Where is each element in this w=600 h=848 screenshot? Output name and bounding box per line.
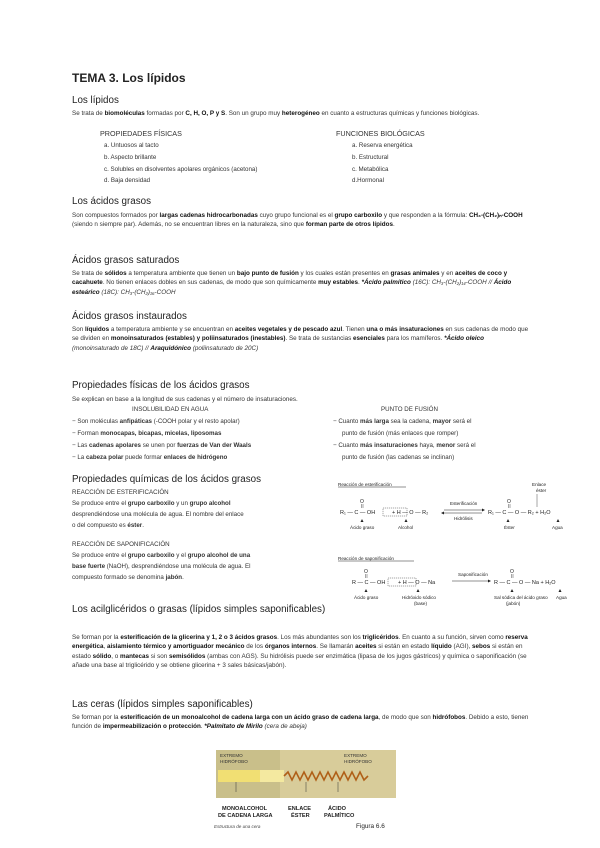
col-title-propiedades: PROPIEDADES FÍSICAS: [100, 129, 182, 138]
svg-text:R₁ — C — OH: R₁ — C — OH: [340, 510, 376, 516]
heading-acilgliceridos: Los acilglicéridos o grasas (lípidos simples saponificables): [72, 604, 326, 615]
fig-label-ester: éster: [536, 488, 547, 493]
svg-text:R₁ — C — O — R₂ + H₂O: R₁ — C — O — R₂ + H₂O: [488, 510, 551, 516]
fig-label: HIDRÓFOBO: [220, 759, 248, 764]
list-item: punto de fusión (más enlaces que romper): [342, 430, 459, 437]
fig-label: MONOALCOHOL: [222, 806, 268, 812]
text-line: compuesto formado se denomina jabón.: [72, 574, 184, 581]
wax-structure-diagram: [210, 748, 400, 844]
list-item: − Cuanto más insaturaciones haya, menor será el: [333, 442, 476, 449]
fig-label: DE CADENA LARGA: [218, 813, 273, 819]
fig-title: Reacción de saponificación: [338, 556, 394, 561]
fig-label: Sal sódica del ácido graso: [494, 595, 548, 600]
fig-label: EXTREMO: [344, 753, 367, 758]
fig-label: Alcohol: [398, 525, 414, 530]
list-item: − Son moléculas anfipáticas (-COOH polar y el resto apolar): [72, 418, 240, 425]
svg-text:+ H — O — Na: + H — O — Na: [398, 580, 436, 586]
heading-propiedades-quimicas: Propiedades químicas de los ácidos grasos: [72, 474, 261, 485]
heading-saturados: Ácidos grasos saturados: [72, 255, 180, 266]
list-item: − Forman monocapas, bicapas, micelas, liposomas: [72, 430, 222, 437]
list-item: a. Reserva energética: [352, 142, 413, 149]
fig-arrow-bottom: Hidrólisis: [454, 516, 473, 521]
list-item: − Las cadenas apolares se unen por fuerzas de Van der Waals: [72, 442, 252, 449]
fig-arrow-top: Esterificación: [450, 501, 478, 506]
heading-lipidos: Los lípidos: [72, 95, 119, 106]
col-title-funciones: FUNCIONES BIOLÓGICAS: [336, 129, 425, 138]
fig-number: Figura 6.6: [356, 823, 385, 830]
text-line: o del compuesto es éster.: [72, 522, 144, 529]
fig-label: (base): [414, 601, 428, 606]
heading-ceras: Las ceras (lípidos simples saponificables): [72, 699, 253, 710]
list-item: punto de fusión (las cadenas se inclinan): [342, 454, 455, 461]
paragraph-insaturados: Son líquidos a temperatura ambiente y se encuentran en aceites vegetales y de pescado azul. Tienen una o más insaturaciones en sus cadenas de modo que se dividen en monoinsaturados (estables) y poliinsaturados (inestables). Se trata de sustancias esenciales para los mamíferos. *Ácido oleico (monoinsaturado de 18C) // Araquidónico (poliinsaturado de 20C): [72, 326, 529, 352]
fig-label: (jabón): [506, 601, 521, 606]
fig-label: ÁCIDO: [328, 806, 347, 812]
fig-title: Reacción de esterificación: [338, 482, 392, 487]
fig-label: HIDRÓFOBO: [344, 759, 372, 764]
fig-label: Ácido graso: [354, 595, 379, 600]
fig-label: EXTREMO: [220, 753, 243, 758]
text-line: Se produce entre el grupo carboxilo y el grupo alcohol de una: [72, 552, 251, 559]
paragraph-lipidos: Se trata de biomoléculas formadas por C, H, O, P y S. Son un grupo muy heterogéneo en cuanto a estructuras químicas y funciones biológicas.: [72, 110, 480, 117]
text-line: desprendiéndose una molécula de agua. El nombre del enlace: [72, 511, 244, 518]
col-title-punto-fusion: PUNTO DE FUSIÓN: [381, 406, 438, 413]
svg-text:R — C — O — Na + H₂O: R — C — O — Na + H₂O: [494, 580, 556, 586]
heading-acidos-grasos: Los ácidos grasos: [72, 196, 151, 207]
page-title: TEMA 3. Los lípidos: [72, 71, 186, 85]
fig-label: ENLACE: [288, 806, 311, 812]
col-title-insolubilidad: INSOLUBILIDAD EN AGUA: [132, 406, 209, 413]
fig-label-enlace: Enlace: [532, 482, 547, 487]
paragraph-saturados: Se trata de sólidos a temperatura ambiente que tienen un bajo punto de fusión y los cuales están presentes en grasas animales y en aceites de coco y cacahuete. No tienen enlaces dobles en sus cadenas, de modo que son químicamente muy estables. *Ácido palmítico (16C): CH₃-(CH₂)₁₄-COOH // Ácido esteárico (18C): CH₃-(CH₂)₁₆-COOH: [72, 270, 512, 296]
subheading-saponificacion: REACCIÓN DE SAPONIFICACIÓN: [72, 541, 170, 548]
text-line: base fuerte (NaOH), desprendiéndose una molécula de agua. El: [72, 563, 251, 570]
heading-insaturados: Ácidos grasos instaurados: [72, 311, 187, 322]
fig-label: ÉSTER: [291, 813, 310, 819]
esterification-diagram: [332, 480, 572, 542]
fig-label: Agua: [552, 525, 563, 530]
paragraph-intro: Se explican en base a la longitud de sus cadenas y el número de insaturaciones.: [72, 396, 298, 403]
fig-label: PALMÍTICO: [324, 813, 355, 819]
svg-text:+ H — O — R₂: + H — O — R₂: [392, 510, 429, 516]
list-item: c. Solubles en disolventes apolares orgánicos (acetona): [104, 166, 258, 173]
fig-label: Éster: [504, 525, 515, 530]
fig-caption: Estructura de una cera: [214, 824, 261, 829]
list-item: d. Baja densidad: [104, 177, 151, 184]
heading-propiedades-fisicas: Propiedades físicas de los ácidos grasos: [72, 380, 250, 391]
svg-text:O: O: [510, 569, 514, 575]
list-item: b. Estructural: [352, 154, 389, 161]
list-item: b. Aspecto brillante: [104, 154, 157, 161]
list-item: a. Untuosos al tacto: [104, 142, 159, 149]
svg-text:O: O: [360, 499, 364, 505]
list-item: − Cuanto más larga sea la cadena, mayor será el: [333, 418, 472, 425]
paragraph-acidos-grasos: Son compuestos formados por largas cadenas hidrocarbonadas cuyo grupo funcional es el grupo carboxilo y que responden a la fórmula: CH₃-(CH₂)ₙ-COOH (siendo n siempre par). Además, no se encuentran libres en la naturaleza, sino que forman parte de otros lípidos.: [72, 212, 523, 229]
fig-label: Hidróxido sódico: [402, 595, 436, 600]
svg-text:O: O: [507, 499, 511, 505]
text-line: Se produce entre el grupo carboxilo y un grupo alcohol: [72, 500, 231, 507]
paragraph-acilgliceridos: Se forman por la esterificación de la glicerina y 1, 2 o 3 ácidos grasos. Los más abundantes son los triglicéridos. En cuanto a su función, sirven como reserva energética, aislamiento térmico y amortiguador mecánico de los órganos internos. Se llamarán aceites si están en estado líquido (AGI), sebos si están en estado sólido, o mantecas si son semisólidos (ambas con AGS). Su hidrólisis puede ser enzimática (lipasa de los jugos gástricos) y química o saponificación (se añade una base al triglicérido y se obtiene glicerina + 3 sales básicas/jabón).: [72, 634, 528, 669]
svg-text:O: O: [364, 569, 368, 575]
fig-label: Agua: [556, 595, 567, 600]
fig-label: Ácido graso: [350, 525, 375, 530]
list-item: c. Metabólica: [352, 166, 389, 173]
list-item: − La cabeza polar puede formar enlaces de hidrógeno: [72, 454, 228, 461]
paragraph-ceras: Se forman por la esterificación de un monoalcohol de cadena larga con un ácido graso de cadena larga, de modo que son hidrófobos. Debido a esto, tienen función de impermeabilización o protección. *Palmitato de Mirilo (cera de abeja): [72, 714, 529, 731]
fig-arrow-top: Saponificación: [458, 572, 488, 577]
svg-text:R — C — OH: R — C — OH: [352, 580, 386, 586]
subheading-esterificacion: REACCIÓN DE ESTERIFICACIÓN: [72, 489, 169, 496]
list-item: d.Hormonal: [352, 177, 384, 184]
